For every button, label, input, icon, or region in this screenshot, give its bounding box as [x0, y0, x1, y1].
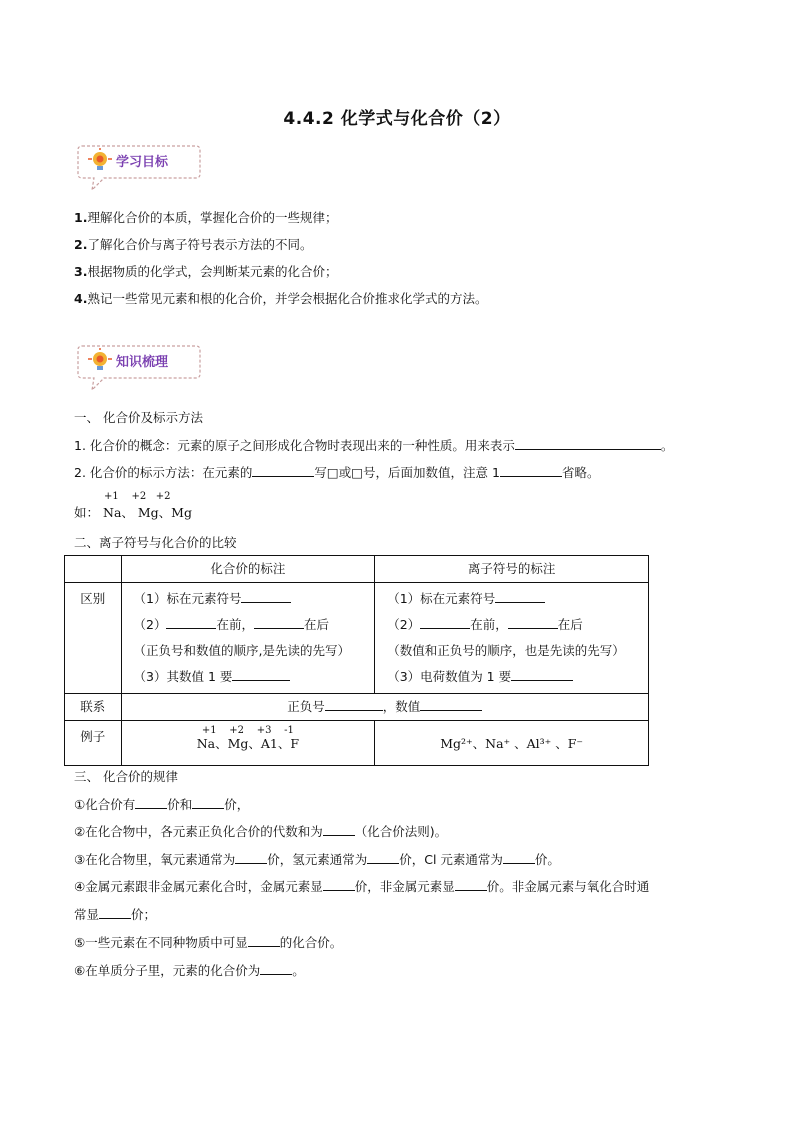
row-label-difference: 区别 — [65, 583, 122, 694]
rule-item: ③在化合物里，氧元素通常为 价，氢元素通常为 价，Cl 元素通常为 价。 — [74, 852, 560, 867]
row-label-link: 联系 — [65, 694, 122, 721]
comparison-table — [64, 555, 649, 766]
section1-heading: 一、 化合价及标示方法 — [74, 410, 203, 425]
rule-item: ⑥在单质分子里，元素的化合价为 。 — [74, 963, 305, 978]
rule-item: ②在化合物中，各元素正负化合价的代数和为 （化合价法则)。 — [74, 824, 448, 839]
goal-item: 1.理解化合价的本质，掌握化合价的一些规律； — [74, 210, 338, 225]
section1-item1: 1. 化合价的概念：元素的原子之间形成化合物时表现出来的一种性质。用来表示 。 — [74, 438, 674, 453]
link-cell: 正负号 ，数值 — [121, 694, 648, 721]
goals-badge — [74, 142, 202, 190]
page-title: 4.4.2 化学式与化合价（2） — [283, 109, 511, 129]
ion-rules-cell: （1）标在元素符号 （2） 在前， 在后 （数值和正负号的顺序，也是先读的先写） （3）电荷数值为 1 要 — [375, 583, 649, 694]
col-header-ion: 离子符号的标注 — [375, 556, 649, 583]
ion-example-cell: Mg²⁺、Na⁺ 、Al³⁺ 、F⁻ — [375, 721, 649, 766]
example-valence-signs: +1 +2 +2 — [104, 491, 171, 502]
valence-example-cell: +1 +2 +3 -1 Na、Mg、A1、F — [121, 721, 375, 766]
goal-item: 4.熟记一些常见元素和根的化合价，并学会根据化合价推求化学式的方法。 — [74, 291, 488, 306]
goal-item: 2.了解化合价与离子符号表示方法的不同。 — [74, 237, 313, 252]
goal-item: 3.根据物质的化学式，会判断某元素的化合价； — [74, 264, 338, 279]
section3-heading: 三、 化合价的规律 — [74, 769, 178, 784]
example-line: 如： Na、 Mg、Mg — [74, 505, 192, 520]
knowledge-badge-label: 知识梳理 — [116, 355, 169, 370]
rule-item-continued: 常显 价； — [74, 907, 157, 922]
valence-rules-cell: （1）标在元素符号 （2） 在前， 在后 （正负号和数值的顺序,是先读的先写） （3）其数值 1 要 — [121, 583, 375, 694]
row-label-example: 例子 — [65, 721, 122, 766]
section1-item2: 2. 化合价的标示方法：在元素的 写□或□号，后面加数值，注意 1 省略。 — [74, 465, 600, 480]
section2-heading: 二、离子符号与化合价的比较 — [74, 535, 237, 550]
col-header-valence: 化合价的标注 — [121, 556, 375, 583]
rule-item: ①化合价有 价和 价， — [74, 797, 250, 812]
rule-item: ④金属元素跟非金属元素化合时，金属元素显 价，非金属元素显 价。非金属元素与氧化合时通 — [74, 879, 650, 894]
knowledge-badge — [74, 342, 202, 390]
rule-item: ⑤一些元素在不同种物质中可显 的化合价。 — [74, 935, 343, 950]
goals-badge-label: 学习目标 — [116, 155, 169, 170]
